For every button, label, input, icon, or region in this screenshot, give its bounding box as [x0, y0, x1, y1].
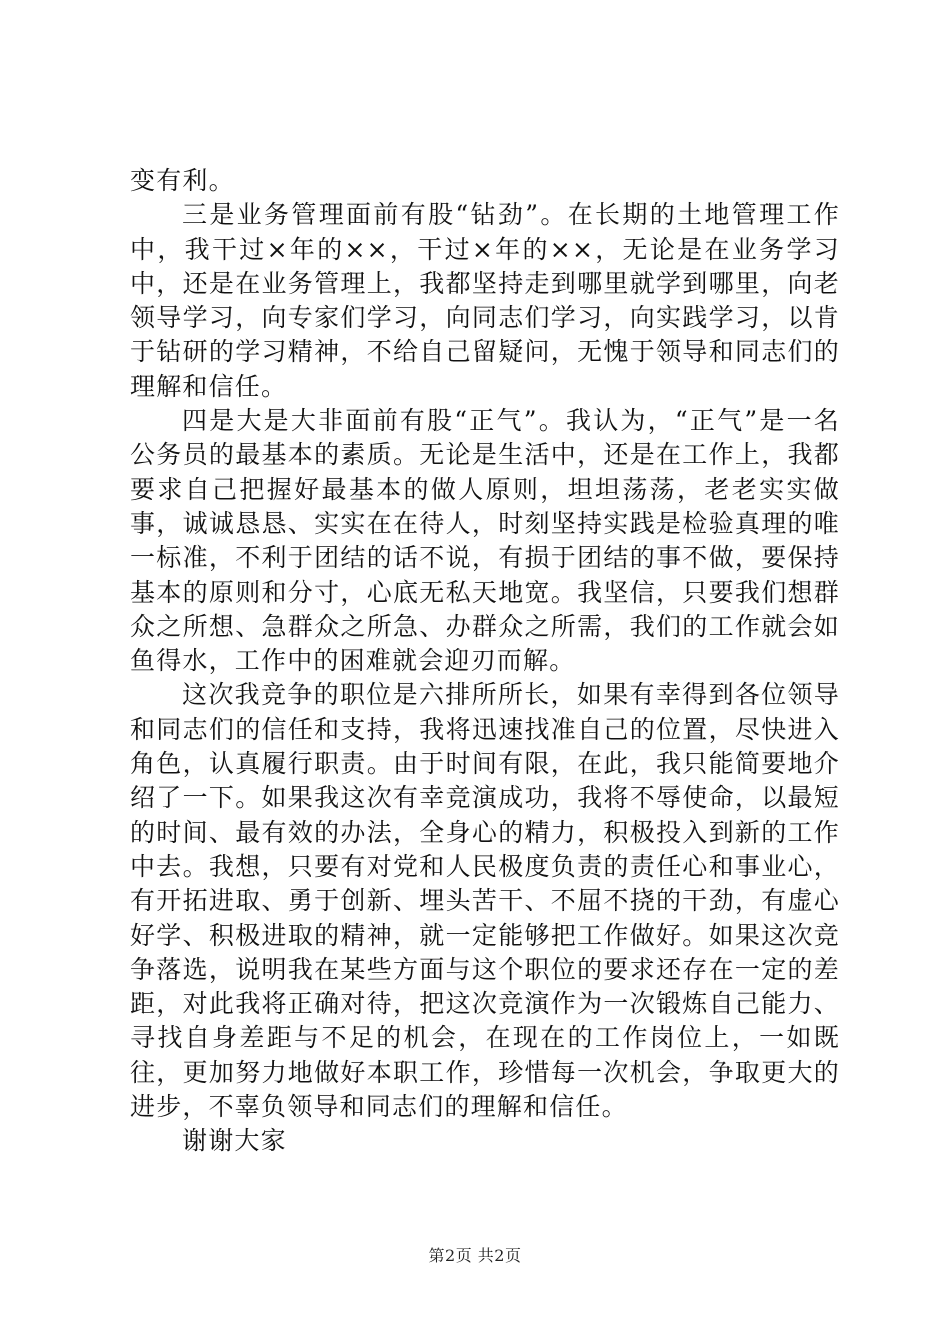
paragraph-closing-thanks: 谢谢大家: [182, 1126, 287, 1156]
paragraph-point-three: 三是业务管理面前有股“钻劲”。在长期的土地管理工作中，我干过×年的××，干过×年的××，无论是在业务学习中，还是在业务管理上，我都坚持走到哪里就学到哪里，向老领导学习，向专家们学习，向同志们学习，向实践学习，以肯于钻研的学习精神，不给自己留疑问，无愧于领导和同志们的理解和信任。: [130, 200, 840, 401]
paragraph-continuation: 变有利。: [130, 166, 235, 195]
paragraph-position-statement: 这次我竞争的职位是六排所所长，如果有幸得到各位领导和同志们的信任和支持，我将迅速找准自己的位置，尽快进入角色，认真履行职责。由于时间有限，在此，我只能简要地介绍了一下。如果我这次有幸竞演成功，我将不辱使命，以最短的时间、最有效的办法，全身心的精力，积极投入到新的工作中去。我想，只要有对党和人民极度负责的责任心和事业心，有开拓进取、勇于创新、埋头苦干、不屈不挠的干劲，有虚心好学、积极进取的精神，就一定能够把工作做好。如果这次竞争落选，说明我在某些方面与这个职位的要求还存在一定的差距，对此我将正确对待，把这次竞演作为一次锻炼自己能力、寻找自身差距与不足的机会，在现在的工作岗位上，一如既往，更加努力地做好本职工作，珍惜每一次机会，争取更大的进步，不辜负领导和同志们的理解和信任。: [130, 680, 840, 1122]
page-number-label: 第2页 共2页: [428, 1246, 522, 1265]
page-footer: [0, 1243, 950, 1266]
document-body: [130, 164, 840, 1159]
paragraph-point-four: 四是大是大非面前有股“正气”。我认为，“正气”是一名公务员的最基本的素质。无论是生活中，还是在工作上，我都要求自己把握好最基本的做人原则，坦坦荡荡，老老实实做事，诚诚恳恳、实实在在待人，时刻坚持实践是检验真理的唯一标准，不利于团结的话不说，有损于团结的事不做，要保持基本的原则和分寸，心底无私天地宽。我坚信，只要我们想群众之所想、急群众之所急、办群众之所需，我们的工作就会如鱼得水，工作中的困难就会迎刃而解。: [130, 406, 840, 676]
